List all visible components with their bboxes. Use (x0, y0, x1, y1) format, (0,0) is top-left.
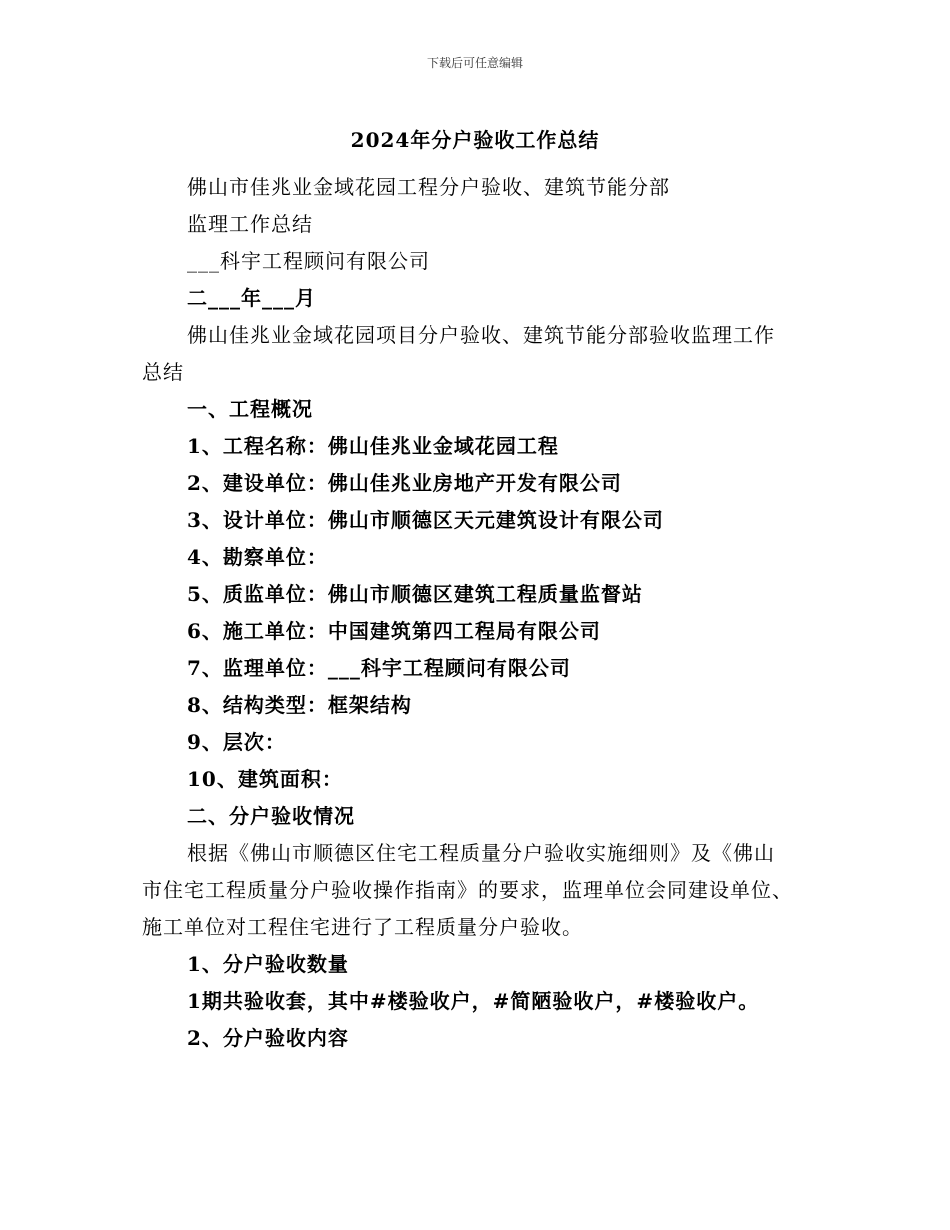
overview-item-3: 3、设计单位：佛山市顺德区天元建筑设计有限公司 (187, 508, 664, 532)
overview-item-7: 7、监理单位：___科宇工程顾问有限公司 (187, 656, 571, 680)
overview-item-5: 5、质监单位：佛山市顺德区建筑工程质量监督站 (187, 582, 643, 606)
overview-item-2: 2、建设单位：佛山佳兆业房地产开发有限公司 (187, 471, 622, 495)
company-line: ___科宇工程顾问有限公司 (187, 249, 430, 273)
summary-title-line-2: 总结 (142, 360, 184, 384)
overview-item-8: 8、结构类型：框架结构 (187, 693, 412, 717)
header-note: 下载后可任意编辑 (426, 56, 523, 70)
subtitle-line-1: 佛山市佳兆业金域花园工程分户验收、建筑节能分部 (187, 175, 670, 199)
overview-item-1: 1、工程名称：佛山佳兆业金域花园工程 (187, 434, 559, 458)
subsection-content: 2、分户验收内容 (187, 1026, 349, 1050)
quantity-detail: 1期共验收套，其中#楼验收户，#简陋验收户，#楼验收户。 (187, 989, 760, 1013)
overview-item-9: 9、层次： (187, 730, 286, 754)
inspection-paragraph-line-1: 根据《佛山市顺德区住宅工程质量分户验收实施细则》及《佛山 (187, 841, 775, 865)
inspection-paragraph-line-3: 施工单位对工程住宅进行了工程质量分户验收。 (142, 915, 583, 939)
summary-title-line-1: 佛山佳兆业金域花园项目分户验收、建筑节能分部验收监理工作 (187, 323, 775, 347)
section-heading-overview: 一、工程概况 (187, 397, 313, 421)
subsection-quantity: 1、分户验收数量 (187, 952, 349, 976)
inspection-paragraph-line-2: 市住宅工程质量分户验收操作指南》的要求，监理单位会同建设单位、 (142, 878, 793, 902)
overview-item-6: 6、施工单位：中国建筑第四工程局有限公司 (187, 619, 601, 643)
date-line: 二___年___月 (187, 286, 316, 310)
document-title: 2024年分户验收工作总结 (350, 128, 600, 152)
section-heading-inspection: 二、分户验收情况 (187, 804, 355, 828)
overview-item-4: 4、勘察单位： (187, 545, 328, 569)
overview-item-10: 10、建筑面积： (187, 767, 343, 791)
subtitle-line-2: 监理工作总结 (187, 212, 313, 236)
